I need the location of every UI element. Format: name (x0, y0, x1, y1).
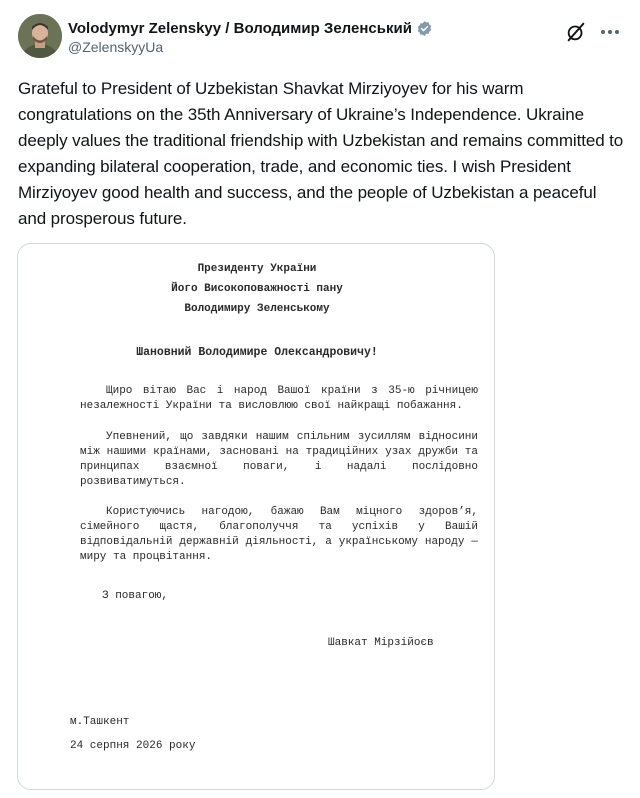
letter-salutation: Шановний Володимире Олександровичу! (136, 346, 378, 359)
author-avatar[interactable] (18, 14, 62, 58)
letter-address-line: Його Високоповажності пану (171, 283, 343, 295)
author-name-row (68, 17, 433, 39)
tweet-text: Grateful to President of Uzbekistan Shavkat Mirziyoyev for his warm congratulations on the 35th Anniversary of Ukraine’s Independence. Ukraine deeply values the traditional friendship with Uzbekistan and remains committed to expanding bilateral cooperation, trade, and economic ties. I wish President Mirziyoyev good health and success, and the people of Uzbekistan a peaceful and prosperous future. (18, 79, 624, 228)
letter-signer: Шавкат Мірзійоєв (328, 637, 434, 649)
verified-badge-icon (416, 20, 433, 37)
author-handle[interactable]: @ZelenskyyUa (68, 39, 164, 55)
attached-letter-image[interactable] (17, 243, 495, 790)
letter-closing: З повагою, (102, 590, 169, 602)
grok-slash-icon[interactable] (565, 21, 587, 43)
letter-paragraph: Упевнений, що завдяки нашим спільним зусиллям відносини між нашими країнами, засновані на традиційних узах дружби та принципах взаємної поваги, і надалі послідовно розвиватимуться. (80, 431, 478, 488)
letter-address-line: Володимиру Зеленському (184, 303, 330, 315)
letter-city: м.Ташкент (70, 716, 130, 728)
more-dots-icon[interactable] (598, 22, 622, 42)
author-display-name[interactable]: Volodymyr Zelenskyy / Володимир Зеленський (68, 19, 412, 37)
letter-paragraph: Щиро вітаю Вас і народ Вашої країни з 35-ю річницею незалежності України та висловлюю свої найкращі побажання. (80, 385, 478, 412)
letter-paragraph: Користуючись нагодою, бажаю Вам міцного здоров’я, сімейного щастя, благополуччя та успіхів у Вашій відповідальній державній діяльності, а українському народу — миру та процвітання. (80, 506, 478, 563)
letter-page (28, 250, 486, 785)
letter-date: 24 серпня 2026 року (70, 740, 196, 752)
letter-address-line: Президенту України (197, 263, 317, 275)
